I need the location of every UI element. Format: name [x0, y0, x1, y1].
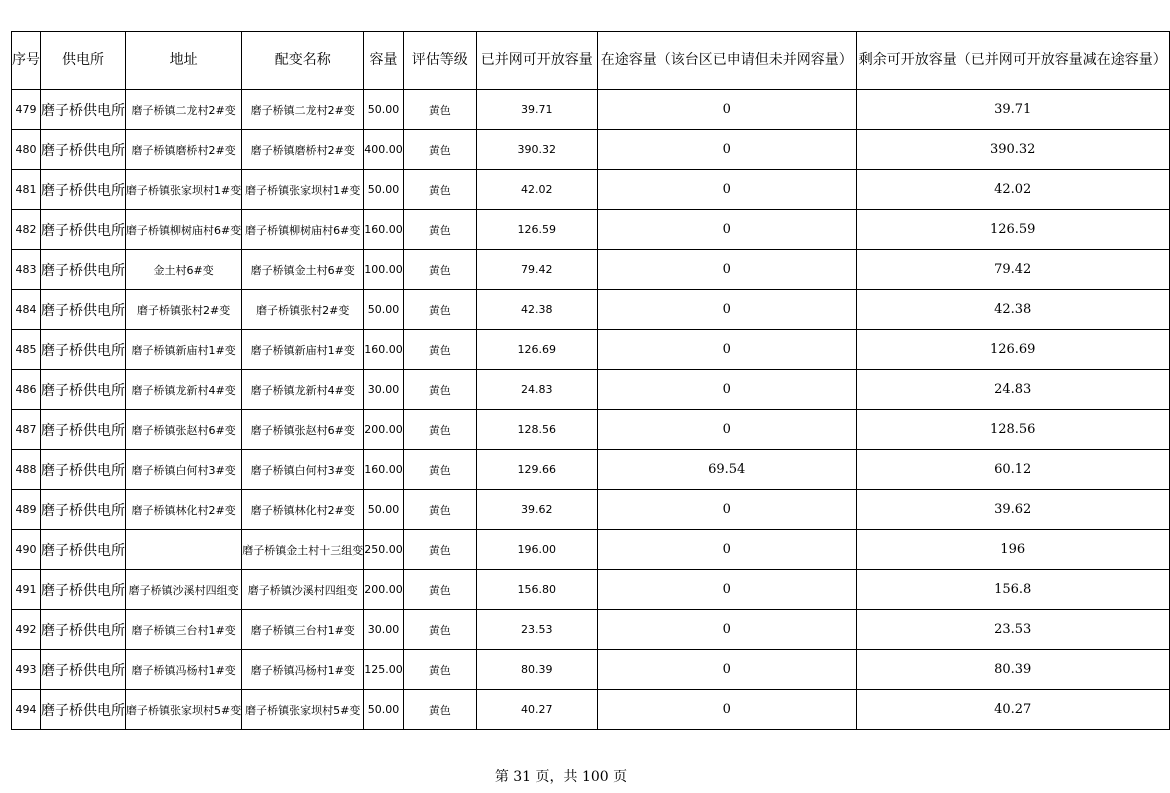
row-in-transit: 0 — [597, 290, 856, 330]
row-station: 磨子桥供电所 — [41, 330, 126, 370]
table-row — [12, 610, 1170, 650]
row-station: 磨子桥供电所 — [41, 530, 126, 570]
table-row — [12, 170, 1170, 210]
row-available: 39.62 — [476, 490, 597, 530]
row-address: 磨子桥镇新庙村1#变 — [126, 330, 242, 370]
row-available: 80.39 — [476, 650, 597, 690]
row-transformer-name: 磨子桥镇新庙村1#变 — [242, 330, 364, 370]
table-row — [12, 330, 1170, 370]
row-address: 金土村6#变 — [126, 250, 242, 290]
row-capacity: 200.00 — [364, 410, 404, 450]
table-row — [12, 650, 1170, 690]
row-station: 磨子桥供电所 — [41, 650, 126, 690]
row-remaining: 42.38 — [856, 290, 1169, 330]
row-remaining: 196 — [856, 530, 1169, 570]
table-row — [12, 530, 1170, 570]
row-address: 磨子桥镇三台村1#变 — [126, 610, 242, 650]
header-available: 已并网可开放容量 — [476, 32, 597, 90]
row-capacity: 30.00 — [364, 610, 404, 650]
row-capacity: 50.00 — [364, 690, 404, 730]
row-seq: 493 — [12, 650, 41, 690]
row-transformer-name: 磨子桥镇张村2#变 — [242, 290, 364, 330]
row-remaining: 24.83 — [856, 370, 1169, 410]
row-capacity: 250.00 — [364, 530, 404, 570]
row-available: 390.32 — [476, 130, 597, 170]
table-row — [12, 130, 1170, 170]
row-in-transit: 0 — [597, 130, 856, 170]
row-station: 磨子桥供电所 — [41, 610, 126, 650]
table-row — [12, 370, 1170, 410]
row-in-transit: 0 — [597, 490, 856, 530]
row-in-transit: 0 — [597, 570, 856, 610]
row-grade: 黄色 — [403, 290, 476, 330]
row-transformer-name: 磨子桥镇金土村十三组变 — [242, 530, 364, 570]
row-station: 磨子桥供电所 — [41, 250, 126, 290]
row-available: 23.53 — [476, 610, 597, 650]
row-available: 129.66 — [476, 450, 597, 490]
row-available: 156.80 — [476, 570, 597, 610]
row-remaining: 42.02 — [856, 170, 1169, 210]
row-in-transit: 0 — [597, 370, 856, 410]
row-in-transit: 0 — [597, 330, 856, 370]
row-in-transit: 0 — [597, 90, 856, 130]
row-station: 磨子桥供电所 — [41, 450, 126, 490]
row-remaining: 39.62 — [856, 490, 1169, 530]
table-row — [12, 250, 1170, 290]
row-address: 磨子桥镇龙新村4#变 — [126, 370, 242, 410]
row-seq: 491 — [12, 570, 41, 610]
table-row — [12, 90, 1170, 130]
row-available: 40.27 — [476, 690, 597, 730]
row-seq: 483 — [12, 250, 41, 290]
row-available: 126.59 — [476, 210, 597, 250]
row-in-transit: 0 — [597, 530, 856, 570]
table-row — [12, 450, 1170, 490]
row-seq: 487 — [12, 410, 41, 450]
row-remaining: 126.69 — [856, 330, 1169, 370]
row-seq: 481 — [12, 170, 41, 210]
row-available: 196.00 — [476, 530, 597, 570]
table-row — [12, 690, 1170, 730]
row-grade: 黄色 — [403, 530, 476, 570]
row-capacity: 160.00 — [364, 450, 404, 490]
row-available: 79.42 — [476, 250, 597, 290]
row-seq: 489 — [12, 490, 41, 530]
capacity-table — [11, 31, 1170, 730]
row-available: 24.83 — [476, 370, 597, 410]
row-capacity: 30.00 — [364, 370, 404, 410]
row-address: 磨子桥镇白何村3#变 — [126, 450, 242, 490]
row-in-transit: 0 — [597, 250, 856, 290]
row-grade: 黄色 — [403, 650, 476, 690]
row-capacity: 50.00 — [364, 170, 404, 210]
row-transformer-name: 磨子桥镇张家坝村5#变 — [242, 690, 364, 730]
page-footer: 第 31 页，共 100 页 — [494, 769, 628, 785]
table-row — [12, 290, 1170, 330]
row-grade: 黄色 — [403, 490, 476, 530]
row-remaining: 390.32 — [856, 130, 1169, 170]
row-station: 磨子桥供电所 — [41, 490, 126, 530]
row-transformer-name: 磨子桥镇张赵村6#变 — [242, 410, 364, 450]
row-transformer-name: 磨子桥镇柳树庙村6#变 — [242, 210, 364, 250]
row-remaining: 60.12 — [856, 450, 1169, 490]
row-grade: 黄色 — [403, 210, 476, 250]
row-transformer-name: 磨子桥镇沙溪村四组变 — [242, 570, 364, 610]
row-grade: 黄色 — [403, 610, 476, 650]
row-address: 磨子桥镇张村2#变 — [126, 290, 242, 330]
header-transformer-name: 配变名称 — [242, 32, 364, 90]
row-in-transit: 0 — [597, 210, 856, 250]
header-remaining: 剩余可开放容量（已并网可开放容量减在途容量） — [856, 32, 1169, 90]
row-transformer-name: 磨子桥镇磨桥村2#变 — [242, 130, 364, 170]
table-row — [12, 410, 1170, 450]
row-capacity: 50.00 — [364, 290, 404, 330]
row-address: 磨子桥镇张家坝村5#变 — [126, 690, 242, 730]
row-capacity: 125.00 — [364, 650, 404, 690]
row-address: 磨子桥镇磨桥村2#变 — [126, 130, 242, 170]
row-transformer-name: 磨子桥镇林化村2#变 — [242, 490, 364, 530]
row-seq: 484 — [12, 290, 41, 330]
row-station: 磨子桥供电所 — [41, 130, 126, 170]
row-address: 磨子桥镇冯杨村1#变 — [126, 650, 242, 690]
header-capacity: 容量 — [364, 32, 404, 90]
row-seq: 492 — [12, 610, 41, 650]
row-in-transit: 0 — [597, 410, 856, 450]
row-in-transit: 69.54 — [597, 450, 856, 490]
header-in-transit: 在途容量（该台区已申请但未并网容量） — [597, 32, 856, 90]
row-remaining: 39.71 — [856, 90, 1169, 130]
row-grade: 黄色 — [403, 370, 476, 410]
row-station: 磨子桥供电所 — [41, 290, 126, 330]
row-available: 126.69 — [476, 330, 597, 370]
row-station: 磨子桥供电所 — [41, 410, 126, 450]
row-grade: 黄色 — [403, 90, 476, 130]
row-available: 128.56 — [476, 410, 597, 450]
row-transformer-name: 磨子桥镇二龙村2#变 — [242, 90, 364, 130]
row-available: 42.38 — [476, 290, 597, 330]
row-grade: 黄色 — [403, 450, 476, 490]
header-grade: 评估等级 — [403, 32, 476, 90]
row-seq: 490 — [12, 530, 41, 570]
row-in-transit: 0 — [597, 650, 856, 690]
row-capacity: 100.00 — [364, 250, 404, 290]
row-capacity: 200.00 — [364, 570, 404, 610]
row-address: 磨子桥镇沙溪村四组变 — [126, 570, 242, 610]
row-grade: 黄色 — [403, 250, 476, 290]
row-seq: 485 — [12, 330, 41, 370]
table-body — [12, 90, 1170, 730]
row-station: 磨子桥供电所 — [41, 570, 126, 610]
row-available: 42.02 — [476, 170, 597, 210]
row-transformer-name: 磨子桥镇张家坝村1#变 — [242, 170, 364, 210]
row-address — [126, 530, 242, 570]
row-seq: 480 — [12, 130, 41, 170]
table-row — [12, 570, 1170, 610]
header-station: 供电所 — [41, 32, 126, 90]
row-seq: 482 — [12, 210, 41, 250]
row-remaining: 23.53 — [856, 610, 1169, 650]
row-transformer-name: 磨子桥镇金土村6#变 — [242, 250, 364, 290]
row-seq: 488 — [12, 450, 41, 490]
row-capacity: 160.00 — [364, 210, 404, 250]
table-row — [12, 490, 1170, 530]
row-remaining: 128.56 — [856, 410, 1169, 450]
row-station: 磨子桥供电所 — [41, 210, 126, 250]
table-header-row — [12, 32, 1170, 90]
row-in-transit: 0 — [597, 690, 856, 730]
table-row — [12, 210, 1170, 250]
header-address: 地址 — [126, 32, 242, 90]
row-address: 磨子桥镇张赵村6#变 — [126, 410, 242, 450]
row-station: 磨子桥供电所 — [41, 690, 126, 730]
row-transformer-name: 磨子桥镇三台村1#变 — [242, 610, 364, 650]
row-capacity: 400.00 — [364, 130, 404, 170]
row-address: 磨子桥镇柳树庙村6#变 — [126, 210, 242, 250]
row-grade: 黄色 — [403, 170, 476, 210]
row-transformer-name: 磨子桥镇龙新村4#变 — [242, 370, 364, 410]
row-grade: 黄色 — [403, 330, 476, 370]
row-remaining: 126.59 — [856, 210, 1169, 250]
row-seq: 479 — [12, 90, 41, 130]
row-capacity: 50.00 — [364, 90, 404, 130]
row-seq: 486 — [12, 370, 41, 410]
row-station: 磨子桥供电所 — [41, 370, 126, 410]
row-capacity: 160.00 — [364, 330, 404, 370]
row-capacity: 50.00 — [364, 490, 404, 530]
row-available: 39.71 — [476, 90, 597, 130]
row-remaining: 40.27 — [856, 690, 1169, 730]
row-grade: 黄色 — [403, 410, 476, 450]
row-in-transit: 0 — [597, 170, 856, 210]
row-remaining: 80.39 — [856, 650, 1169, 690]
row-seq: 494 — [12, 690, 41, 730]
header-seq: 序号 — [12, 32, 41, 90]
row-grade: 黄色 — [403, 690, 476, 730]
row-address: 磨子桥镇二龙村2#变 — [126, 90, 242, 130]
row-transformer-name: 磨子桥镇白何村3#变 — [242, 450, 364, 490]
row-remaining: 156.8 — [856, 570, 1169, 610]
row-transformer-name: 磨子桥镇冯杨村1#变 — [242, 650, 364, 690]
row-address: 磨子桥镇张家坝村1#变 — [126, 170, 242, 210]
row-remaining: 79.42 — [856, 250, 1169, 290]
row-station: 磨子桥供电所 — [41, 90, 126, 130]
row-station: 磨子桥供电所 — [41, 170, 126, 210]
row-grade: 黄色 — [403, 570, 476, 610]
row-in-transit: 0 — [597, 610, 856, 650]
row-address: 磨子桥镇林化村2#变 — [126, 490, 242, 530]
row-grade: 黄色 — [403, 130, 476, 170]
